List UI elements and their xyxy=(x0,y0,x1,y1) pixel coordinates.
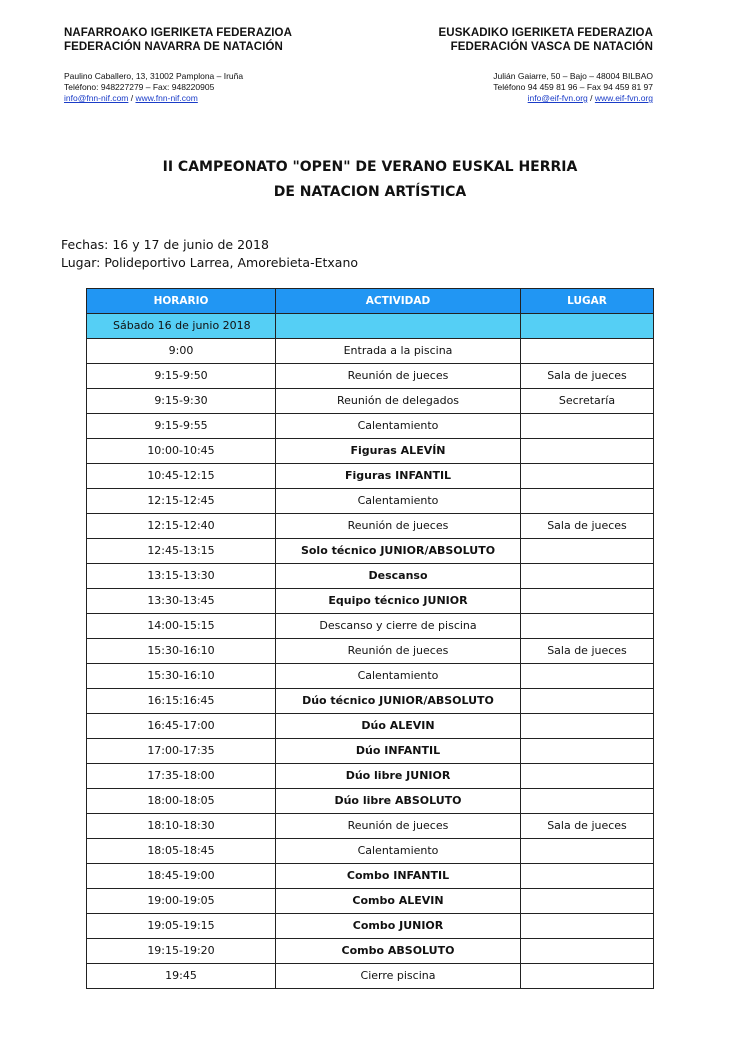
activity-cell: Equipo técnico JUNIOR xyxy=(276,589,521,614)
activity-cell: Calentamiento xyxy=(276,489,521,514)
column-header-horario: HORARIO xyxy=(87,289,276,314)
org-address: Julián Gaiarre, 50 – Bajo – 48004 BILBAO xyxy=(493,71,653,81)
link-separator: / xyxy=(587,93,595,103)
email-link[interactable]: info@fnn-nif.com xyxy=(64,93,129,103)
org-address: Paulino Caballero, 13, 31002 Pamplona – Iruña xyxy=(64,71,244,81)
time-cell: 14:00-15:15 xyxy=(87,614,276,639)
place-cell xyxy=(521,964,654,989)
org-phone: Teléfono 94 459 81 96 – Fax 94 459 81 97 xyxy=(493,82,653,92)
activity-cell: Dúo INFANTIL xyxy=(276,739,521,764)
place-cell xyxy=(521,789,654,814)
time-cell: 13:15-13:30 xyxy=(87,564,276,589)
place-cell xyxy=(521,764,654,789)
table-row xyxy=(87,789,654,814)
time-cell: 9:15-9:30 xyxy=(87,389,276,414)
event-dates: Fechas: 16 y 17 de junio de 2018 xyxy=(61,237,269,252)
time-cell: 13:30-13:45 xyxy=(87,589,276,614)
table-row xyxy=(87,814,654,839)
org-contact-links xyxy=(439,93,653,103)
activity-cell: Entrada a la piscina xyxy=(276,339,521,364)
column-header-actividad: ACTIVIDAD xyxy=(276,289,521,314)
time-cell: 12:15-12:45 xyxy=(87,489,276,514)
day-cell-empty xyxy=(521,314,654,339)
time-cell: 17:35-18:00 xyxy=(87,764,276,789)
place-cell xyxy=(521,689,654,714)
time-cell: 19:45 xyxy=(87,964,276,989)
document-title xyxy=(0,155,740,205)
title-line-1: II CAMPEONATO "OPEN" DE VERANO EUSKAL HERRIA xyxy=(162,159,578,175)
org-phone: Teléfono: 948227279 – Fax: 948220905 xyxy=(64,82,215,92)
place-cell xyxy=(521,889,654,914)
activity-cell: Combo INFANTIL xyxy=(276,864,521,889)
time-cell: 12:45-13:15 xyxy=(87,539,276,564)
email-link[interactable]: info@eif-fvn.org xyxy=(527,93,588,103)
table-row xyxy=(87,764,654,789)
time-cell: 9:00 xyxy=(87,339,276,364)
activity-cell: Cierre piscina xyxy=(276,964,521,989)
place-cell xyxy=(521,614,654,639)
web-link[interactable]: www.eif-fvn.org xyxy=(594,93,653,103)
place-cell xyxy=(521,839,654,864)
table-row xyxy=(87,739,654,764)
table-row xyxy=(87,464,654,489)
header-right xyxy=(439,26,653,103)
table-row xyxy=(87,539,654,564)
table-row xyxy=(87,514,654,539)
header-left xyxy=(64,26,292,103)
activity-cell: Reunión de delegados xyxy=(276,389,521,414)
table-row xyxy=(87,964,654,989)
activity-cell: Reunión de jueces xyxy=(276,364,521,389)
activity-cell: Dúo ALEVIN xyxy=(276,714,521,739)
activity-cell: Dúo libre JUNIOR xyxy=(276,764,521,789)
time-cell: 15:30-16:10 xyxy=(87,664,276,689)
time-cell: 18:00-18:05 xyxy=(87,789,276,814)
table-row xyxy=(87,589,654,614)
activity-cell: Calentamiento xyxy=(276,839,521,864)
table-row xyxy=(87,614,654,639)
schedule-table xyxy=(86,288,654,989)
place-cell xyxy=(521,464,654,489)
activity-cell: Combo ABSOLUTO xyxy=(276,939,521,964)
time-cell: 18:45-19:00 xyxy=(87,864,276,889)
time-cell: 10:00-10:45 xyxy=(87,439,276,464)
time-cell: 18:05-18:45 xyxy=(87,839,276,864)
place-cell xyxy=(521,914,654,939)
table-row xyxy=(87,664,654,689)
activity-cell: Reunión de jueces xyxy=(276,639,521,664)
time-cell: 16:45-17:00 xyxy=(87,714,276,739)
table-row xyxy=(87,889,654,914)
time-cell: 10:45-12:15 xyxy=(87,464,276,489)
place-cell xyxy=(521,864,654,889)
activity-cell: Descanso xyxy=(276,564,521,589)
time-cell: 12:15-12:40 xyxy=(87,514,276,539)
place-cell xyxy=(521,714,654,739)
activity-cell: Figuras ALEVÍN xyxy=(276,439,521,464)
time-cell: 9:15-9:55 xyxy=(87,414,276,439)
time-cell: 16:15:16:45 xyxy=(87,689,276,714)
table-header-row xyxy=(87,289,654,314)
place-cell xyxy=(521,564,654,589)
day-label: Sábado 16 de junio 2018 xyxy=(87,314,276,339)
place-cell xyxy=(521,664,654,689)
activity-cell: Dúo técnico JUNIOR/ABSOLUTO xyxy=(276,689,521,714)
time-cell: 18:10-18:30 xyxy=(87,814,276,839)
activity-cell: Dúo libre ABSOLUTO xyxy=(276,789,521,814)
table-row xyxy=(87,364,654,389)
activity-cell: Calentamiento xyxy=(276,414,521,439)
table-row xyxy=(87,939,654,964)
place-cell: Sala de jueces xyxy=(521,364,654,389)
day-row xyxy=(87,314,654,339)
event-info xyxy=(61,236,358,272)
day-cell-empty xyxy=(276,314,521,339)
org-name-spanish: FEDERACIÓN NAVARRA DE NATACIÓN xyxy=(64,41,283,53)
table-row xyxy=(87,839,654,864)
place-cell xyxy=(521,414,654,439)
table-row xyxy=(87,864,654,889)
column-header-lugar: LUGAR xyxy=(521,289,654,314)
org-contact-links xyxy=(64,93,292,103)
table-row xyxy=(87,714,654,739)
activity-cell: Reunión de jueces xyxy=(276,814,521,839)
table-row xyxy=(87,389,654,414)
title-line-2: DE NATACION ARTÍSTICA xyxy=(273,184,467,200)
table-row xyxy=(87,564,654,589)
place-cell: Secretaría xyxy=(521,389,654,414)
place-cell xyxy=(521,739,654,764)
activity-cell: Descanso y cierre de piscina xyxy=(276,614,521,639)
org-name-spanish: FEDERACIÓN VASCA DE NATACIÓN xyxy=(450,41,653,53)
activity-cell: Solo técnico JUNIOR/ABSOLUTO xyxy=(276,539,521,564)
link-separator: / xyxy=(128,93,136,103)
activity-cell: Reunión de jueces xyxy=(276,514,521,539)
activity-cell: Combo ALEVIN xyxy=(276,889,521,914)
place-cell xyxy=(521,589,654,614)
time-cell: 15:30-16:10 xyxy=(87,639,276,664)
place-cell xyxy=(521,939,654,964)
table-row xyxy=(87,914,654,939)
web-link[interactable]: www.fnn-nif.com xyxy=(135,93,198,103)
place-cell: Sala de jueces xyxy=(521,814,654,839)
place-cell xyxy=(521,439,654,464)
table-row xyxy=(87,339,654,364)
place-cell: Sala de jueces xyxy=(521,639,654,664)
activity-cell: Calentamiento xyxy=(276,664,521,689)
table-row xyxy=(87,489,654,514)
activity-cell: Combo JUNIOR xyxy=(276,914,521,939)
place-cell xyxy=(521,539,654,564)
org-name-basque: EUSKADIKO IGERIKETA FEDERAZIOA xyxy=(438,27,653,39)
place-cell xyxy=(521,489,654,514)
table-row xyxy=(87,689,654,714)
table-row xyxy=(87,439,654,464)
time-cell: 19:15-19:20 xyxy=(87,939,276,964)
table-row xyxy=(87,639,654,664)
place-cell: Sala de jueces xyxy=(521,514,654,539)
time-cell: 19:05-19:15 xyxy=(87,914,276,939)
table-row xyxy=(87,414,654,439)
time-cell: 17:00-17:35 xyxy=(87,739,276,764)
time-cell: 19:00-19:05 xyxy=(87,889,276,914)
activity-cell: Figuras INFANTIL xyxy=(276,464,521,489)
place-cell xyxy=(521,339,654,364)
time-cell: 9:15-9:50 xyxy=(87,364,276,389)
org-name-basque: NAFARROAKO IGERIKETA FEDERAZIOA xyxy=(64,27,292,39)
event-venue: Lugar: Polideportivo Larrea, Amorebieta-Etxano xyxy=(61,255,359,270)
